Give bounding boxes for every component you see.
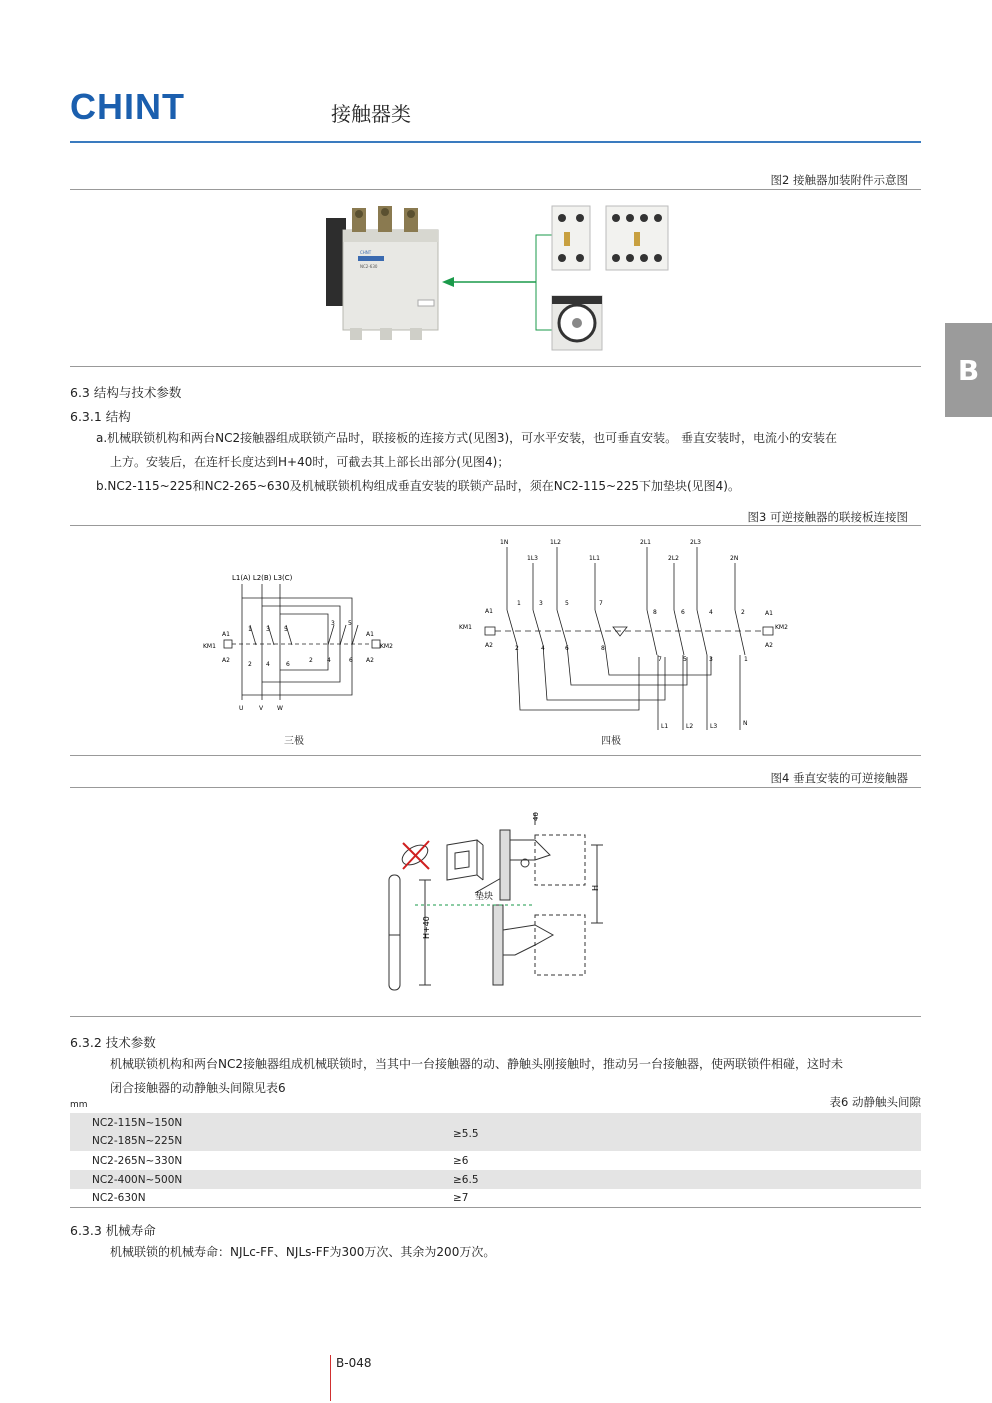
- aux2-screw-3: [640, 214, 648, 222]
- bottom-terminal-3: [410, 328, 422, 340]
- three-pole-lb-4: 4: [266, 661, 270, 668]
- aux-block-2pole: [552, 206, 590, 270]
- three-pole-rb-6: 6: [349, 657, 353, 664]
- four-pole-rb-7: 7: [658, 656, 662, 663]
- three-pole-w: W: [277, 705, 283, 712]
- three-pole-rt-5: 5: [348, 620, 352, 627]
- h-label: H: [591, 884, 600, 891]
- timer-knob: [572, 318, 582, 328]
- section-6-3-2-title: 6.3.2 技术参数: [70, 1035, 156, 1050]
- four-pole-a1-left: A1: [485, 608, 493, 615]
- arrow-head: [442, 277, 454, 287]
- page-number: B-048: [336, 1356, 372, 1370]
- aux1-screw-2: [576, 214, 584, 222]
- section-6-3-3-text: 机械联锁的机械寿命：NJLc-FF、NJLs-FF为300万次、其余为200万次。: [110, 1245, 496, 1259]
- four-pole-2n: 2N: [730, 555, 739, 562]
- table-row-merged: [70, 1113, 921, 1151]
- item-b: b.NC2-115~225和NC2-265~630及机械联锁机构组成垂直安装的联锁产品时，须在NC2-115~225下加垫块(见图4)。: [96, 479, 740, 493]
- page-title: 接触器类: [331, 102, 411, 126]
- contactor-brand: CHNT: [360, 250, 372, 255]
- three-pole-lt-1: 1: [248, 626, 252, 633]
- three-pole-label: 三极: [284, 736, 304, 747]
- four-pole-km2: KM2: [775, 624, 788, 631]
- contactor-model: NC2-630: [360, 264, 378, 269]
- four-pole-diagram: [455, 535, 795, 735]
- three-pole-rb-4: 4: [327, 657, 331, 664]
- four-pole-lb-8: 8: [601, 645, 605, 652]
- four-pole-1l1: 1L1: [589, 555, 600, 562]
- four-pole-rb-5: 5: [683, 656, 687, 663]
- aux2-screw-2: [626, 214, 634, 222]
- aux2-screw-1: [612, 214, 620, 222]
- aux2-screw-7: [640, 254, 648, 262]
- dim-40-label: 40: [532, 812, 540, 821]
- three-pole-u: U: [239, 705, 244, 712]
- table-row: [70, 1151, 921, 1170]
- three-pole-km2: KM2: [380, 643, 393, 650]
- three-pole-a2-left: A2: [222, 657, 230, 664]
- aux2-screw-4: [654, 214, 662, 222]
- screw-1: [355, 210, 363, 218]
- three-pole-km1: KM1: [203, 643, 216, 650]
- four-pole-2l2: 2L2: [668, 555, 679, 562]
- four-pole-n: N: [743, 720, 748, 727]
- four-pole-lt-1: 1: [517, 600, 521, 607]
- item-a-line1: a.机械联锁机构和两台NC2接触器组成联锁产品时，联接板的连接方式(见图3)，可水平安装，也可垂直安装。 垂直安装时，电流小的安装在: [96, 431, 837, 445]
- four-pole-lt-7: 7: [599, 600, 603, 607]
- three-pole-rb-2: 2: [309, 657, 313, 664]
- screw-2: [381, 208, 389, 216]
- three-pole-a1-right: A1: [366, 631, 374, 638]
- timer-top-band: [552, 296, 602, 304]
- section-6-3-3-title: 6.3.3 机械寿命: [70, 1223, 156, 1238]
- figure3-bottom-rule: [70, 755, 921, 756]
- table-cell-model: NC2-630N: [92, 1192, 146, 1204]
- three-pole-a1-left: A1: [222, 631, 230, 638]
- figure2-illustration: [318, 200, 678, 355]
- table-cell-gap: ≥6: [453, 1155, 469, 1167]
- section-6-3-1-title: 6.3.1 结构: [70, 409, 131, 424]
- four-pole-lb-4: 4: [541, 645, 545, 652]
- four-pole-lb-2: 2: [515, 645, 519, 652]
- aux2-screw-6: [626, 254, 634, 262]
- four-pole-l2: L2: [686, 723, 694, 730]
- four-pole-lt-3: 3: [539, 600, 543, 607]
- four-pole-rt-2: 2: [741, 609, 745, 616]
- aux1-screw-3: [558, 254, 566, 262]
- three-pole-lt-5: 5: [284, 626, 288, 633]
- table-cell-model: NC2-400N~500N: [92, 1174, 183, 1186]
- four-pole-2l1: 2L1: [640, 539, 651, 546]
- three-pole-a2-right: A2: [366, 657, 374, 664]
- figure4-caption: 图4 垂直安装的可逆接触器: [770, 771, 908, 785]
- four-pole-a1-right: A1: [765, 610, 773, 617]
- three-pole-v: V: [259, 705, 264, 712]
- four-pole-1l2: 1L2: [550, 539, 561, 546]
- four-pole-km1: KM1: [459, 624, 472, 631]
- h40-label: H+40: [422, 916, 431, 939]
- four-pole-rt-8: 8: [653, 609, 657, 616]
- aux2-screw-8: [654, 254, 662, 262]
- figure4-top-rule: [70, 787, 921, 788]
- nameplate-stripe: [358, 256, 384, 261]
- aux2-indicator: [634, 232, 640, 246]
- bottom-terminal-1: [350, 328, 362, 340]
- four-pole-l3: L3: [710, 723, 718, 730]
- table6-caption: 表6 动静触头间隙: [829, 1095, 921, 1109]
- aux1-screw-1: [558, 214, 566, 222]
- spacer-label: 垫块: [475, 892, 494, 902]
- figure3-caption: 图3 可逆接触器的联接板连接图: [747, 510, 908, 524]
- four-pole-a2-left: A2: [485, 642, 493, 649]
- four-pole-lt-5: 5: [565, 600, 569, 607]
- table6-bottom-rule: [70, 1207, 921, 1208]
- figure2-caption: 图2 接触器加装附件示意图: [770, 173, 908, 187]
- bracket-line: [536, 235, 552, 330]
- section-6-3-title: 6.3 结构与技术参数: [70, 385, 182, 400]
- four-pole-rt-6: 6: [681, 609, 685, 616]
- table-row: [70, 1170, 921, 1189]
- table-cell-gap: ≥5.5: [453, 1128, 479, 1140]
- figure4-bottom-rule: [70, 1016, 921, 1017]
- table-cell-gap: ≥6.5: [453, 1174, 479, 1186]
- table-cell-gap: ≥7: [453, 1192, 469, 1204]
- four-pole-lb-6: 6: [565, 645, 569, 652]
- three-pole-lt-3: 3: [266, 626, 270, 633]
- three-pole-lb-6: 6: [286, 661, 290, 668]
- four-pole-rb-1: 1: [744, 656, 748, 663]
- four-pole-a2-right: A2: [765, 642, 773, 649]
- three-pole-lb-2: 2: [248, 661, 252, 668]
- four-pole-rb-3: 3: [709, 656, 713, 663]
- table-cell-model: NC2-185N~225N: [92, 1135, 183, 1147]
- four-pole-1n: 1N: [500, 539, 509, 546]
- footer-rule: [330, 1355, 331, 1401]
- figure4-illustration: [385, 805, 615, 1000]
- figure3-top-rule: [70, 525, 921, 526]
- four-pole-1l3: 1L3: [527, 555, 538, 562]
- aux1-screw-4: [576, 254, 584, 262]
- table6-unit: mm: [70, 1100, 88, 1110]
- contactor-body: [343, 230, 438, 330]
- contactor-window: [418, 300, 434, 306]
- section-6-3-2-line1: 机械联锁机构和两台NC2接触器组成机械联锁时，当其中一台接触器的动、静触头刚接触时，推动另一台接触器，使两联锁件相碰，这时未: [110, 1057, 843, 1071]
- section-6-3-2-line2: 闭合接触器的动静触头间隙见表6: [110, 1081, 286, 1095]
- table-cell-model: NC2-265N~330N: [92, 1155, 183, 1167]
- screw-3: [407, 210, 415, 218]
- figure2-bottom-rule: [70, 366, 921, 367]
- three-pole-diagram: [200, 570, 400, 715]
- four-pole-l1: L1: [661, 723, 669, 730]
- four-pole-2l3: 2L3: [690, 539, 701, 546]
- aux2-screw-5: [612, 254, 620, 262]
- header-rule: [70, 141, 921, 143]
- three-pole-rt-3: 3: [331, 620, 335, 627]
- four-pole-rt-4: 4: [709, 609, 713, 616]
- table-cell-model: NC2-115N~150N: [92, 1117, 183, 1129]
- section-tab: B: [945, 323, 992, 417]
- table-row: [70, 1189, 921, 1207]
- figure2-top-rule: [70, 189, 921, 190]
- three-pole-top-labels: L1(A) L2(B) L3(C): [232, 574, 293, 582]
- aux1-indicator: [564, 232, 570, 246]
- bottom-terminal-2: [380, 328, 392, 340]
- four-pole-label: 四极: [601, 736, 621, 747]
- chint-logo: CHINT: [70, 86, 185, 127]
- item-a-line2: 上方。安装后，在连杆长度达到H+40时，可截去其上部长出部分(见图4)；: [110, 455, 510, 469]
